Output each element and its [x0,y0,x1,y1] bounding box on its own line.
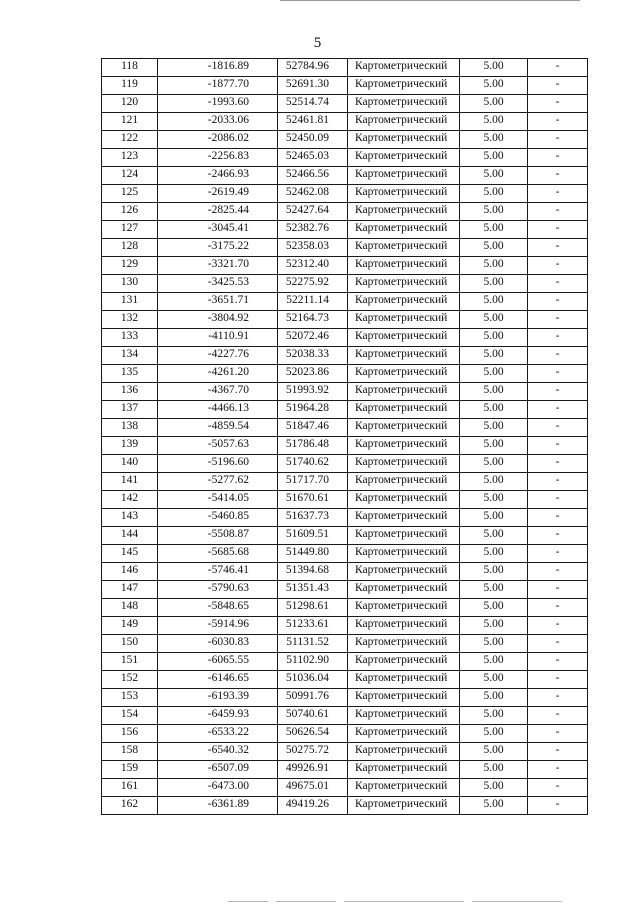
method-cell: Картометрический [348,293,460,311]
table-row [102,167,588,185]
y-coordinate-cell: 52427.64 [278,203,348,221]
extra-cell: - [528,185,588,203]
accuracy-cell: 5.00 [460,725,528,743]
table-row [102,527,588,545]
x-coordinate-cell: -5057.63 [158,437,278,455]
accuracy-cell: 5.00 [460,329,528,347]
method-cell: Картометрический [348,563,460,581]
method-cell: Картометрический [348,221,460,239]
y-coordinate-cell: 51449.80 [278,545,348,563]
extra-cell: - [528,203,588,221]
extra-cell: - [528,113,588,131]
accuracy-cell: 5.00 [460,599,528,617]
y-coordinate-cell: 52462.08 [278,185,348,203]
extra-cell: - [528,59,588,77]
method-cell: Картометрический [348,401,460,419]
method-cell: Картометрический [348,545,460,563]
table-row [102,113,588,131]
x-coordinate-cell: -1877.70 [158,77,278,95]
extra-cell: - [528,491,588,509]
method-cell: Картометрический [348,419,460,437]
table-row [102,581,588,599]
y-coordinate-cell: 52038.33 [278,347,348,365]
extra-cell: - [528,689,588,707]
point-number-cell: 129 [102,257,158,275]
accuracy-cell: 5.00 [460,635,528,653]
y-coordinate-cell: 52023.86 [278,365,348,383]
table-row [102,779,588,797]
point-number-cell: 142 [102,491,158,509]
y-coordinate-cell: 51717.70 [278,473,348,491]
accuracy-cell: 5.00 [460,455,528,473]
y-coordinate-cell: 52072.46 [278,329,348,347]
y-coordinate-cell: 49926.91 [278,761,348,779]
accuracy-cell: 5.00 [460,743,528,761]
accuracy-cell: 5.00 [460,293,528,311]
accuracy-cell: 5.00 [460,761,528,779]
x-coordinate-cell: -5508.87 [158,527,278,545]
point-number-cell: 145 [102,545,158,563]
coordinates-table [101,58,588,815]
point-number-cell: 159 [102,761,158,779]
point-number-cell: 149 [102,617,158,635]
extra-cell: - [528,383,588,401]
accuracy-cell: 5.00 [460,95,528,113]
extra-cell: - [528,95,588,113]
accuracy-cell: 5.00 [460,779,528,797]
x-coordinate-cell: -5414.05 [158,491,278,509]
y-coordinate-cell: 51993.92 [278,383,348,401]
method-cell: Картометрический [348,779,460,797]
method-cell: Картометрический [348,347,460,365]
point-number-cell: 137 [102,401,158,419]
table-row [102,311,588,329]
method-cell: Картометрический [348,365,460,383]
extra-cell: - [528,599,588,617]
method-cell: Картометрический [348,239,460,257]
table-row [102,707,588,725]
point-number-cell: 161 [102,779,158,797]
method-cell: Картометрический [348,167,460,185]
y-coordinate-cell: 52466.56 [278,167,348,185]
table-row [102,275,588,293]
table-row [102,617,588,635]
point-number-cell: 135 [102,365,158,383]
x-coordinate-cell: -4466.13 [158,401,278,419]
y-coordinate-cell: 51036.04 [278,671,348,689]
x-coordinate-cell: -5746.41 [158,563,278,581]
point-number-cell: 148 [102,599,158,617]
method-cell: Картометрический [348,743,460,761]
extra-cell: - [528,509,588,527]
accuracy-cell: 5.00 [460,257,528,275]
x-coordinate-cell: -3321.70 [158,257,278,275]
table-row [102,95,588,113]
table-row [102,221,588,239]
accuracy-cell: 5.00 [460,203,528,221]
point-number-cell: 153 [102,689,158,707]
table-row [102,761,588,779]
x-coordinate-cell: -5848.65 [158,599,278,617]
point-number-cell: 151 [102,653,158,671]
y-coordinate-cell: 50275.72 [278,743,348,761]
point-number-cell: 150 [102,635,158,653]
table-row [102,797,588,815]
y-coordinate-cell: 50626.54 [278,725,348,743]
point-number-cell: 126 [102,203,158,221]
point-number-cell: 131 [102,293,158,311]
x-coordinate-cell: -3045.41 [158,221,278,239]
method-cell: Картометрический [348,149,460,167]
accuracy-cell: 5.00 [460,689,528,707]
method-cell: Картометрический [348,617,460,635]
point-number-cell: 123 [102,149,158,167]
y-coordinate-cell: 51394.68 [278,563,348,581]
table-row [102,347,588,365]
x-coordinate-cell: -2256.83 [158,149,278,167]
x-coordinate-cell: -5790.63 [158,581,278,599]
extra-cell: - [528,239,588,257]
accuracy-cell: 5.00 [460,401,528,419]
accuracy-cell: 5.00 [460,185,528,203]
table-row [102,491,588,509]
table-row [102,743,588,761]
y-coordinate-cell: 52465.03 [278,149,348,167]
x-coordinate-cell: -5196.60 [158,455,278,473]
point-number-cell: 139 [102,437,158,455]
extra-cell: - [528,527,588,545]
extra-cell: - [528,473,588,491]
y-coordinate-cell: 50991.76 [278,689,348,707]
accuracy-cell: 5.00 [460,113,528,131]
extra-cell: - [528,581,588,599]
y-coordinate-cell: 51102.90 [278,653,348,671]
method-cell: Картометрический [348,95,460,113]
table-row [102,509,588,527]
table-row [102,635,588,653]
extra-cell: - [528,653,588,671]
method-cell: Картометрический [348,581,460,599]
table-row [102,185,588,203]
extra-cell: - [528,329,588,347]
table-row [102,239,588,257]
method-cell: Картометрический [348,437,460,455]
table-row [102,419,588,437]
y-coordinate-cell: 49675.01 [278,779,348,797]
accuracy-cell: 5.00 [460,221,528,239]
extra-cell: - [528,257,588,275]
x-coordinate-cell: -3425.53 [158,275,278,293]
x-coordinate-cell: -5277.62 [158,473,278,491]
point-number-cell: 141 [102,473,158,491]
table-row [102,383,588,401]
point-number-cell: 158 [102,743,158,761]
method-cell: Картометрический [348,203,460,221]
table-row [102,455,588,473]
point-number-cell: 132 [102,311,158,329]
x-coordinate-cell: -5914.96 [158,617,278,635]
point-number-cell: 147 [102,581,158,599]
x-coordinate-cell: -4859.54 [158,419,278,437]
y-coordinate-cell: 51740.62 [278,455,348,473]
extra-cell: - [528,635,588,653]
method-cell: Картометрический [348,131,460,149]
extra-cell: - [528,779,588,797]
method-cell: Картометрический [348,509,460,527]
point-number-cell: 152 [102,671,158,689]
point-number-cell: 140 [102,455,158,473]
extra-cell: - [528,311,588,329]
table-row [102,77,588,95]
bottom-scan-marks [0,899,635,905]
page-number: 5 [313,35,322,51]
accuracy-cell: 5.00 [460,131,528,149]
accuracy-cell: 5.00 [460,59,528,77]
extra-cell: - [528,365,588,383]
accuracy-cell: 5.00 [460,77,528,95]
extra-cell: - [528,401,588,419]
extra-cell: - [528,455,588,473]
y-coordinate-cell: 52312.40 [278,257,348,275]
x-coordinate-cell: -3175.22 [158,239,278,257]
table-row [102,725,588,743]
method-cell: Картометрический [348,257,460,275]
table-row [102,365,588,383]
table-row [102,671,588,689]
table-row [102,131,588,149]
table-row [102,545,588,563]
y-coordinate-cell: 52461.81 [278,113,348,131]
method-cell: Картометрический [348,491,460,509]
point-number-cell: 138 [102,419,158,437]
y-coordinate-cell: 51298.61 [278,599,348,617]
method-cell: Картометрический [348,113,460,131]
method-cell: Картометрический [348,689,460,707]
y-coordinate-cell: 51670.61 [278,491,348,509]
point-number-cell: 156 [102,725,158,743]
x-coordinate-cell: -3804.92 [158,311,278,329]
x-coordinate-cell: -6533.22 [158,725,278,743]
y-coordinate-cell: 51786.48 [278,437,348,455]
extra-cell: - [528,797,588,815]
point-number-cell: 143 [102,509,158,527]
x-coordinate-cell: -6507.09 [158,761,278,779]
table-row [102,563,588,581]
table-row [102,59,588,77]
table-row [102,329,588,347]
point-number-cell: 144 [102,527,158,545]
y-coordinate-cell: 51351.43 [278,581,348,599]
x-coordinate-cell: -5685.68 [158,545,278,563]
extra-cell: - [528,293,588,311]
extra-cell: - [528,743,588,761]
y-coordinate-cell: 50740.61 [278,707,348,725]
y-coordinate-cell: 51131.52 [278,635,348,653]
y-coordinate-cell: 52358.03 [278,239,348,257]
method-cell: Картометрический [348,455,460,473]
table-row [102,473,588,491]
top-rule [280,0,580,1]
method-cell: Картометрический [348,329,460,347]
x-coordinate-cell: -1816.89 [158,59,278,77]
accuracy-cell: 5.00 [460,509,528,527]
table-row [102,653,588,671]
point-number-cell: 154 [102,707,158,725]
x-coordinate-cell: -6193.39 [158,689,278,707]
point-number-cell: 134 [102,347,158,365]
y-coordinate-cell: 51847.46 [278,419,348,437]
point-number-cell: 120 [102,95,158,113]
point-number-cell: 124 [102,167,158,185]
accuracy-cell: 5.00 [460,653,528,671]
extra-cell: - [528,149,588,167]
table-row [102,401,588,419]
accuracy-cell: 5.00 [460,275,528,293]
accuracy-cell: 5.00 [460,167,528,185]
point-number-cell: 136 [102,383,158,401]
accuracy-cell: 5.00 [460,149,528,167]
point-number-cell: 146 [102,563,158,581]
x-coordinate-cell: -5460.85 [158,509,278,527]
accuracy-cell: 5.00 [460,419,528,437]
y-coordinate-cell: 52164.73 [278,311,348,329]
extra-cell: - [528,221,588,239]
extra-cell: - [528,707,588,725]
x-coordinate-cell: -2466.93 [158,167,278,185]
table-row [102,689,588,707]
point-number-cell: 130 [102,275,158,293]
x-coordinate-cell: -6473.00 [158,779,278,797]
accuracy-cell: 5.00 [460,437,528,455]
point-number-cell: 121 [102,113,158,131]
point-number-cell: 125 [102,185,158,203]
accuracy-cell: 5.00 [460,797,528,815]
x-coordinate-cell: -4227.76 [158,347,278,365]
point-number-cell: 133 [102,329,158,347]
table-row [102,203,588,221]
x-coordinate-cell: -6065.55 [158,653,278,671]
accuracy-cell: 5.00 [460,707,528,725]
y-coordinate-cell: 51609.51 [278,527,348,545]
y-coordinate-cell: 52211.14 [278,293,348,311]
x-coordinate-cell: -6146.65 [158,671,278,689]
extra-cell: - [528,437,588,455]
method-cell: Картометрический [348,383,460,401]
accuracy-cell: 5.00 [460,671,528,689]
x-coordinate-cell: -2619.49 [158,185,278,203]
y-coordinate-cell: 52275.92 [278,275,348,293]
table-row [102,149,588,167]
method-cell: Картометрический [348,311,460,329]
method-cell: Картометрический [348,797,460,815]
x-coordinate-cell: -2825.44 [158,203,278,221]
x-coordinate-cell: -4367.70 [158,383,278,401]
x-coordinate-cell: -2033.06 [158,113,278,131]
accuracy-cell: 5.00 [460,581,528,599]
x-coordinate-cell: -6459.93 [158,707,278,725]
point-number-cell: 127 [102,221,158,239]
extra-cell: - [528,275,588,293]
y-coordinate-cell: 52514.74 [278,95,348,113]
y-coordinate-cell: 51964.28 [278,401,348,419]
accuracy-cell: 5.00 [460,365,528,383]
accuracy-cell: 5.00 [460,347,528,365]
table-row [102,293,588,311]
table-row [102,437,588,455]
method-cell: Картометрический [348,707,460,725]
extra-cell: - [528,725,588,743]
table-row [102,599,588,617]
method-cell: Картометрический [348,761,460,779]
accuracy-cell: 5.00 [460,491,528,509]
point-number-cell: 128 [102,239,158,257]
accuracy-cell: 5.00 [460,527,528,545]
point-number-cell: 118 [102,59,158,77]
y-coordinate-cell: 49419.26 [278,797,348,815]
method-cell: Картометрический [348,671,460,689]
method-cell: Картометрический [348,527,460,545]
x-coordinate-cell: -4261.20 [158,365,278,383]
method-cell: Картометрический [348,635,460,653]
accuracy-cell: 5.00 [460,545,528,563]
extra-cell: - [528,167,588,185]
method-cell: Картометрический [348,653,460,671]
y-coordinate-cell: 52691.30 [278,77,348,95]
accuracy-cell: 5.00 [460,311,528,329]
extra-cell: - [528,419,588,437]
method-cell: Картометрический [348,185,460,203]
y-coordinate-cell: 52784.96 [278,59,348,77]
accuracy-cell: 5.00 [460,563,528,581]
y-coordinate-cell: 51637.73 [278,509,348,527]
extra-cell: - [528,131,588,149]
accuracy-cell: 5.00 [460,239,528,257]
extra-cell: - [528,617,588,635]
accuracy-cell: 5.00 [460,473,528,491]
method-cell: Картометрический [348,473,460,491]
extra-cell: - [528,347,588,365]
table-body [102,59,588,815]
x-coordinate-cell: -6030.83 [158,635,278,653]
method-cell: Картометрический [348,725,460,743]
point-number-cell: 122 [102,131,158,149]
extra-cell: - [528,563,588,581]
accuracy-cell: 5.00 [460,617,528,635]
method-cell: Картометрический [348,599,460,617]
x-coordinate-cell: -1993.60 [158,95,278,113]
x-coordinate-cell: -2086.02 [158,131,278,149]
y-coordinate-cell: 52450.09 [278,131,348,149]
y-coordinate-cell: 51233.61 [278,617,348,635]
x-coordinate-cell: -3651.71 [158,293,278,311]
method-cell: Картометрический [348,59,460,77]
x-coordinate-cell: -6540.32 [158,743,278,761]
table-row [102,257,588,275]
point-number-cell: 119 [102,77,158,95]
y-coordinate-cell: 52382.76 [278,221,348,239]
extra-cell: - [528,671,588,689]
extra-cell: - [528,545,588,563]
x-coordinate-cell: -6361.89 [158,797,278,815]
extra-cell: - [528,761,588,779]
extra-cell: - [528,77,588,95]
accuracy-cell: 5.00 [460,383,528,401]
x-coordinate-cell: -4110.91 [158,329,278,347]
point-number-cell: 162 [102,797,158,815]
method-cell: Картометрический [348,77,460,95]
method-cell: Картометрический [348,275,460,293]
